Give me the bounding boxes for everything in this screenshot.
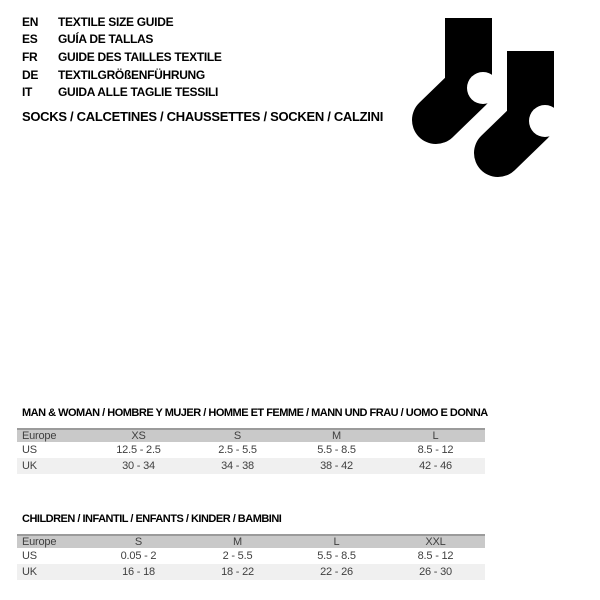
heel-cutout	[467, 72, 499, 104]
column-header-size: XXL	[425, 536, 446, 548]
column-header-size: S	[134, 536, 143, 548]
size-value: 42 - 46	[419, 460, 452, 472]
socks-icon-svg	[405, 12, 570, 182]
children-section-title: CHILDREN / INFANTIL / ENFANTS / KINDER / BAMBINI	[22, 513, 282, 525]
size-value: 0.05 - 2	[120, 550, 157, 562]
size-value: 22 - 26	[320, 566, 353, 578]
category-title: SOCKS / CALCETINES / CHAUSSETTES / SOCKEN / CALZINI	[22, 109, 384, 124]
heel-cutout	[529, 105, 561, 137]
language-code: FR	[22, 49, 38, 64]
row-label: US	[22, 550, 37, 562]
column-header-region: Europe	[22, 430, 57, 442]
language-code: IT	[22, 85, 33, 100]
size-value: 8.5 - 12	[417, 444, 454, 456]
language-row	[22, 66, 222, 84]
row-label: UK	[22, 566, 37, 578]
size-value: 5.5 - 8.5	[317, 550, 356, 562]
table-row-us	[17, 548, 485, 564]
column-header-size: M	[233, 536, 242, 548]
column-header-size: L	[432, 430, 439, 442]
language-label: GUÍA DE TALLAS	[58, 32, 154, 47]
language-code: ES	[22, 32, 38, 47]
sock-back	[436, 18, 499, 120]
size-value: 2.5 - 5.5	[218, 444, 257, 456]
language-row	[22, 31, 222, 49]
table-header-row	[17, 429, 485, 442]
size-value: 30 - 34	[122, 460, 155, 472]
language-label: TEXTILGRÖßENFÜHRUNG	[58, 67, 205, 82]
language-code: EN	[22, 14, 39, 29]
row-label: UK	[22, 460, 37, 472]
language-label: TEXTILE SIZE GUIDE	[58, 14, 174, 29]
socks-icon	[405, 12, 570, 187]
language-row	[22, 48, 222, 66]
size-value: 2 - 5.5	[222, 550, 253, 562]
adults-section-title: MAN & WOMAN / HOMBRE Y MUJER / HOMME ET FEMME / MANN UND FRAU / UOMO E DONNA	[22, 407, 488, 419]
size-value: 16 - 18	[122, 566, 155, 578]
language-label: GUIDE DES TAILLES TEXTILE	[58, 49, 222, 64]
language-code: DE	[22, 67, 39, 82]
size-value: 12.5 - 2.5	[116, 444, 161, 456]
sock-front	[498, 51, 561, 153]
table-header-row	[17, 535, 485, 548]
column-header-size: L	[333, 536, 340, 548]
table-row-us	[17, 442, 485, 458]
language-guide-list	[22, 13, 222, 101]
column-header-size: XS	[131, 430, 146, 442]
table-row-uk	[17, 564, 485, 580]
size-value: 18 - 22	[221, 566, 254, 578]
language-label: GUIDA ALLE TAGLIE TESSILI	[58, 85, 219, 100]
row-label: US	[22, 444, 37, 456]
adults-size-table	[17, 428, 485, 474]
column-header-size: M	[332, 430, 341, 442]
size-value: 34 - 38	[221, 460, 254, 472]
size-value: 8.5 - 12	[417, 550, 454, 562]
language-row	[22, 13, 222, 31]
language-row	[22, 83, 222, 101]
size-value: 5.5 - 8.5	[317, 444, 356, 456]
size-value: 26 - 30	[419, 566, 452, 578]
table-row-uk	[17, 458, 485, 474]
size-value: 38 - 42	[320, 460, 353, 472]
column-header-size: S	[233, 430, 242, 442]
children-size-table	[17, 534, 485, 580]
column-header-region: Europe	[22, 536, 57, 548]
